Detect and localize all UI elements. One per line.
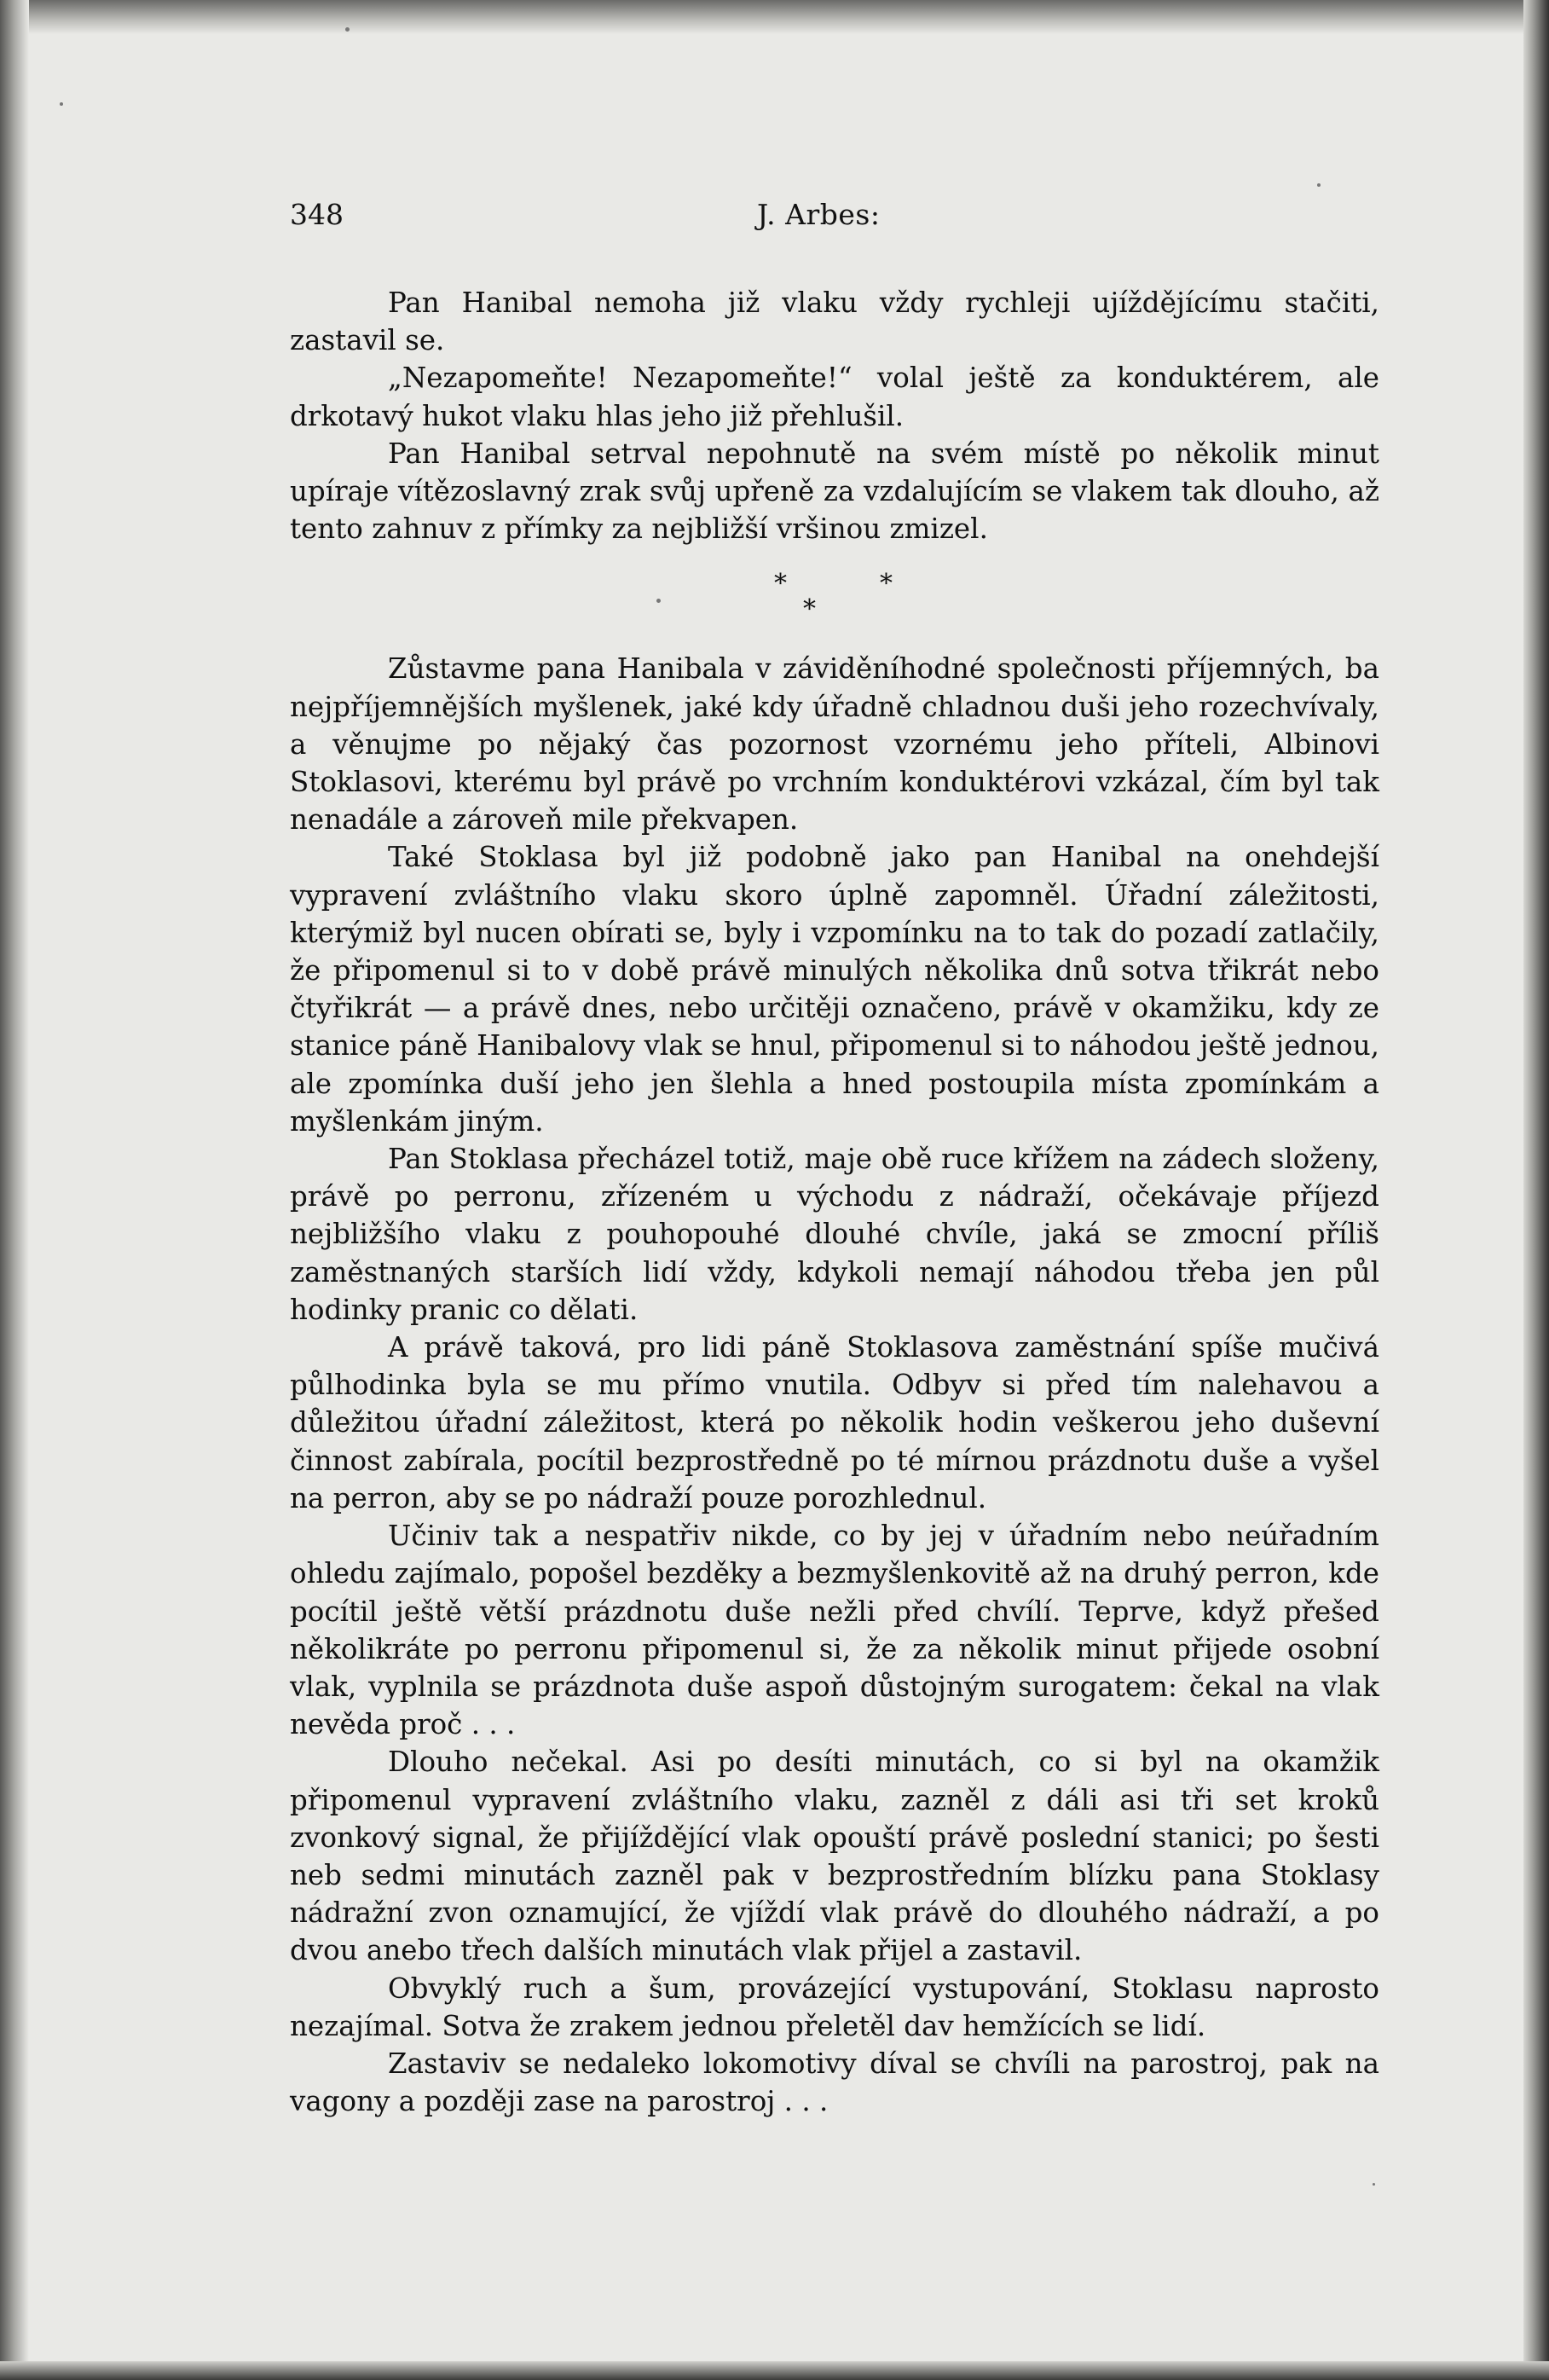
paragraph: Také Stoklasa byl již podobně jako pan Hanibal na onehdejší vypravení zvláštního vlaku skoro úplně zapomněl. Úřadní záležitosti, kterýmiž byl nucen obírati se, byly i vzpomínku na to tak do pozadí zatlačily, že připomenul si to v době právě minulých několika dnů sotva třikrát nebo čtyřikrát — a právě dnes, nebo určitěji označeno, právě v okamžiku, kdy ze stanice páně Hanibalovy vlak se hnul, připomenul si to náhodou ještě jednou, ale zpomínka duší jeho jen šlehla a hned postoupila místa zpomínkám a myšlenkám jiným. <box>290 841 1379 1138</box>
dust-speck <box>60 102 63 106</box>
paragraph: Učiniv tak a nespatřiv nikde, co by jej v úřadním nebo neúřadním ohledu zajímalo, popošel bezděky a bezmyšlenkovitě až na druhý perron, kde pocítil ještě větší prázdnotu duše nežli před chvílí. Teprve, když přešed několikráte po perronu připomenul si, že za několik minut přijede osobní vlak, vyplnila se prázdnota duše aspoň důstojným surogatem: čekal na vlak nevěda proč . . . <box>290 1520 1379 1741</box>
page-header <box>290 198 1381 240</box>
paragraph: Pan Hanibal setrval nepohnutě na svém místě po několik minut upíraje vítězoslavný zrak svůj upřeně za vzdalujícím se vlakem tak dlouho, až tento zahnuv z přímky za nejbližší vršinou zmizel. <box>290 437 1379 546</box>
dust-speck <box>1317 183 1321 187</box>
scan-edge-top <box>0 0 1549 34</box>
body-text <box>290 284 1379 2120</box>
paragraph: Pan Hanibal nemoha již vlaku vždy rychleji ujíždějícímu stačiti, zastavil se. <box>290 287 1379 357</box>
paragraph: Dlouho nečekal. Asi po desíti minutách, co si byl na okamžik připomenul vypravení zvláštního vlaku, zazněl z dáli asi tři set kroků zvonkový signal, že přijíždějící vlak opouští právě poslední stanici; po šesti neb sedmi minutách zazněl pak v bezprostředním blízku pana Stoklasy nádražní zvon oznamující, že vjíždí vlak právě do dlouhého nádraží, a po dvou anebo třech dalších minutách vlak přijel a zastavil. <box>290 1746 1379 1967</box>
scan-edge-bottom <box>0 2361 1549 2380</box>
dust-speck <box>1373 2183 1375 2186</box>
section-separator <box>290 547 1379 650</box>
paragraph: Zastaviv se nedaleko lokomotivy díval se chvíli na parostroj, pak na vagony a později zase na parostroj . . . <box>290 2047 1379 2118</box>
scan-edge-right <box>1523 0 1549 2380</box>
separator-star: * <box>880 569 893 599</box>
separator-star: * <box>803 594 816 625</box>
paragraph: Zůstavme pana Hanibala v záviděníhodné společnosti příjemných, ba nejpříjemnějších myšlenek, jaké kdy úřadně chladnou duši jeho rozechvívaly, a věnujme po nějaký čas pozornost vzornému jeho příteli, Albinovi Stoklasovi, kterému byl právě po vrchním konduktérovi vzkázal, čím byl tak nenadále a zároveň mile překvapen. <box>290 652 1379 837</box>
page-number: 348 <box>290 198 344 231</box>
separator-star: * <box>774 569 787 599</box>
paragraph: Obvyklý ruch a šum, provázející vystupování, Stoklasu naprosto nezajímal. Sotva že zrakem jednou přeletěl dav hemžících se lidí. <box>290 1972 1379 2042</box>
paragraph: A právě taková, pro lidi páně Stoklasova zaměstnání spíše mučivá půlhodinka byla se mu přímo vnutila. Odbyv si před tím nalehavou a důležitou úřadní záležitost, která po několik hodin veškerou jeho duševní činnost zabírala, pocítil bezprostředně po té mírnou prázdnotu duše a vyšel na perron, aby se po nádraží pouze porozhlednul. <box>290 1331 1379 1514</box>
paragraph: „Nezapomeňte! Nezapomeňte!“ volal ještě za konduktérem, ale drkotavý hukot vlaku hlas jeho již přehlušil. <box>290 362 1379 432</box>
running-head: J. Arbes: <box>757 198 881 231</box>
scan-edge-left <box>0 0 29 2380</box>
paragraph: Pan Stoklasa přecházel totiž, maje obě ruce křížem na zádech složeny, právě po perronu, zřízeném u východu z nádraží, očekávaje příjezd nejbližšího vlaku z pouhopouhé dlouhé chvíle, jaká se zmocní příliš zaměstnaných starších lidí vždy, kdykoli nemají náhodou třeba jen půl hodinky pranic co dělati. <box>290 1143 1379 1326</box>
dust-speck <box>345 27 350 32</box>
